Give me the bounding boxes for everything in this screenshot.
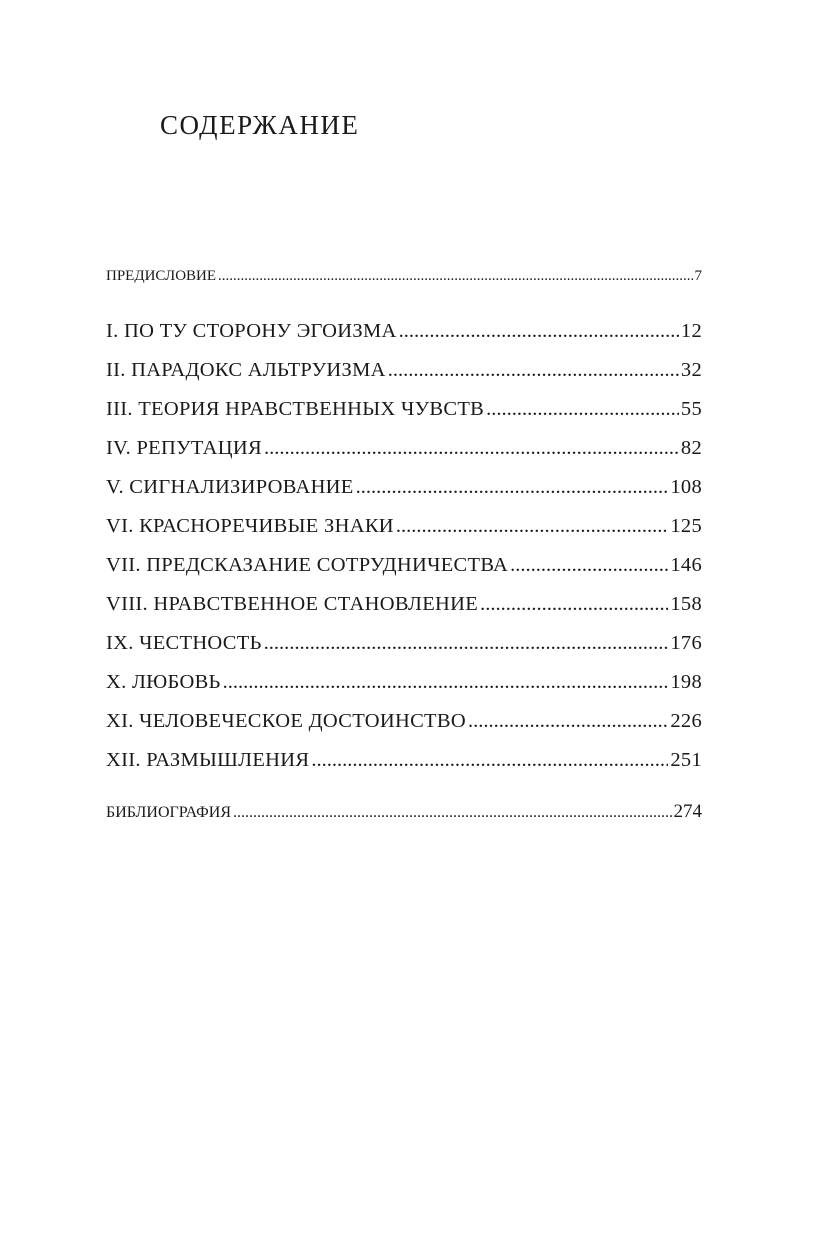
toc-entry-title: X. ЛЮБОВЬ [106, 671, 221, 693]
toc-entry-bibliography[interactable] [106, 801, 702, 823]
dot-leader [480, 593, 668, 616]
dot-leader [264, 632, 669, 655]
toc-entry-page: 82 [680, 437, 702, 459]
toc-entry-chapter[interactable] [106, 749, 702, 772]
toc-entry-title: VI. КРАСНОРЕЧИВЫЕ ЗНАКИ [106, 515, 394, 537]
toc-entry-title: VIII. НРАВСТВЕННОЕ СТАНОВЛЕНИЕ [106, 593, 479, 615]
toc-entry-title: XII. РАЗМЫШЛЕНИЯ [106, 749, 310, 771]
toc-entry-chapter[interactable] [106, 593, 702, 616]
toc-entry-page: 108 [670, 476, 702, 498]
toc-entry-title: II. ПАРАДОКС АЛЬТРУИЗМА [106, 359, 386, 381]
toc-entry-chapter[interactable] [106, 632, 702, 655]
toc-entry-page: 158 [670, 593, 702, 615]
dot-leader [311, 749, 668, 772]
dot-leader [486, 398, 679, 421]
toc-entry-chapter[interactable] [106, 320, 702, 343]
toc-entry-title: БИБЛИОГРАФИЯ [106, 804, 232, 821]
toc-entry-page: 274 [673, 801, 702, 822]
dot-leader [399, 320, 679, 343]
dot-leader [510, 554, 668, 577]
dot-leader [223, 671, 669, 694]
toc-entry-title: XI. ЧЕЛОВЕЧЕСКОЕ ДОСТОИНСТВО [106, 710, 466, 732]
toc-entry-chapter[interactable] [106, 515, 702, 538]
toc-entry-page: 146 [670, 554, 702, 576]
dot-leader [264, 437, 679, 460]
dot-leader [396, 515, 668, 538]
toc-entry-page: 198 [670, 671, 702, 693]
toc-entry-page: 251 [670, 749, 702, 771]
toc-entry-title: ПРЕДИСЛОВИЕ [106, 268, 217, 284]
toc-entry-page: 226 [670, 710, 702, 732]
toc-entry-page: 12 [680, 320, 702, 342]
toc-entry-title: III. ТЕОРИЯ НРАВСТВЕННЫХ ЧУВСТВ [106, 398, 485, 420]
dot-leader [218, 268, 692, 285]
toc-entry-title: IV. РЕПУТАЦИЯ [106, 437, 262, 459]
toc-entry-chapter[interactable] [106, 437, 702, 460]
toc-entry-chapter[interactable] [106, 359, 702, 382]
dot-leader [233, 804, 671, 822]
toc-entry-page: 125 [670, 515, 702, 537]
toc-entry-title: VII. ПРЕДСКАЗАНИЕ СОТРУДНИЧЕСТВА [106, 554, 509, 576]
toc-entry-page: 7 [694, 268, 702, 284]
toc-entry-chapter[interactable] [106, 398, 702, 421]
dot-leader [388, 359, 679, 382]
toc-entry-chapter[interactable] [106, 671, 702, 694]
toc-entry-chapter[interactable] [106, 554, 702, 577]
toc-entry-page: 176 [670, 632, 702, 654]
toc-entry-title: I. ПО ТУ СТОРОНУ ЭГОИЗМА [106, 320, 397, 342]
toc-entry-page: 32 [680, 359, 702, 381]
toc-entry-page: 55 [680, 398, 702, 420]
toc-entry-preface[interactable] [106, 268, 702, 285]
toc-entry-title: IX. ЧЕСТНОСТЬ [106, 632, 262, 654]
dot-leader [356, 476, 669, 499]
page-title: СОДЕРЖАНИЕ [160, 110, 360, 140]
toc-entry-title: V. СИГНАЛИЗИРОВАНИЕ [106, 476, 354, 498]
toc-entry-chapter[interactable] [106, 710, 702, 733]
dot-leader [468, 710, 668, 733]
toc-entry-chapter[interactable] [106, 476, 702, 499]
